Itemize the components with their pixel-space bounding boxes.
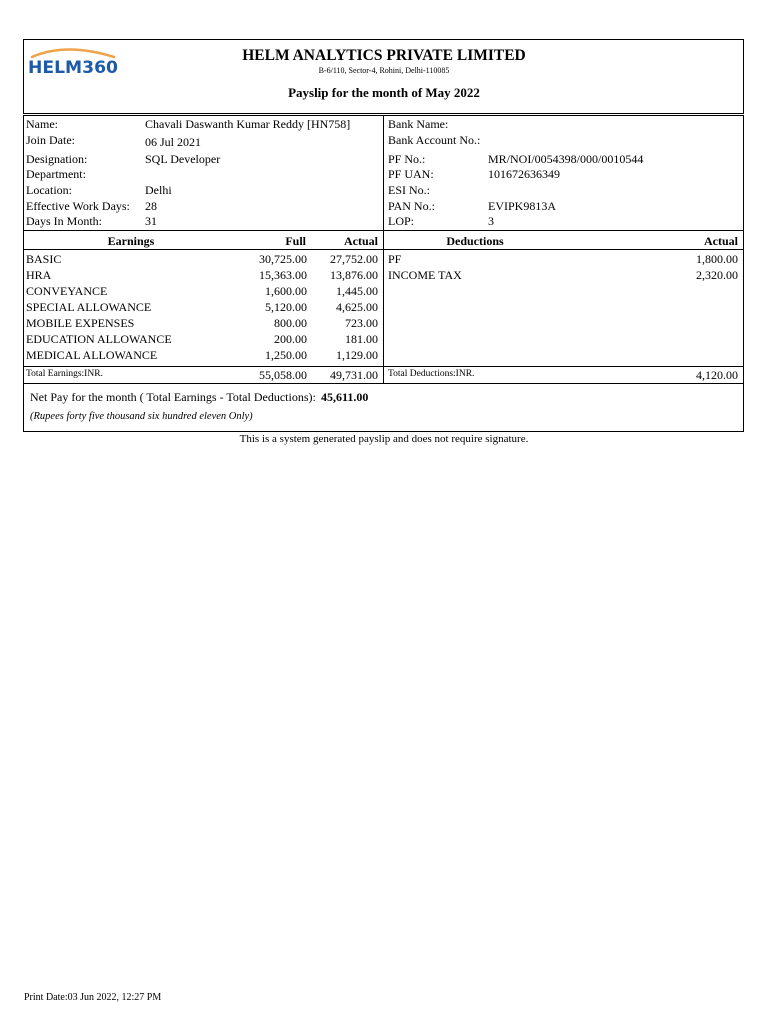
earning-full: 800.00 — [274, 316, 307, 330]
table-header-divider — [23, 249, 744, 250]
print-date: Print Date:03 Jun 2022, 12:27 PM — [24, 992, 162, 1003]
designation: SQL Developer — [145, 152, 221, 166]
earning-actual: 13,876.00 — [330, 268, 378, 282]
lop-label: LOP: — [388, 214, 415, 228]
designation-label: Designation: — [26, 152, 88, 166]
earning-full: 30,725.00 — [259, 252, 307, 266]
earning-full: 5,120.00 — [265, 300, 307, 314]
system-generated-note: This is a system generated payslip and does not require signature. — [239, 433, 529, 445]
pf-no-label: PF No.: — [388, 152, 426, 166]
earning-full: 1,250.00 — [265, 348, 307, 362]
deductions-header: Deductions — [446, 234, 504, 248]
deduction-name: PF — [388, 252, 402, 266]
net-pay-label: Net Pay for the month ( Total Earnings - Total Deductions): — [30, 390, 316, 404]
netpay-divider — [23, 383, 744, 384]
earning-name: SPECIAL ALLOWANCE — [26, 300, 152, 314]
logo-text: HELM360 — [28, 58, 119, 76]
pf-no: MR/NOI/0054398/000/0010544 — [488, 152, 644, 166]
earning-actual: 1,445.00 — [336, 284, 378, 298]
work-days: 28 — [145, 199, 157, 213]
employee-name: Chavali Daswanth Kumar Reddy [HN758] — [145, 117, 351, 131]
earning-name: HRA — [26, 268, 52, 282]
earning-name: BASIC — [26, 252, 62, 266]
earning-actual: 723.00 — [345, 316, 378, 330]
company-name: HELM ANALYTICS PRIVATE LIMITED — [242, 47, 526, 64]
earnings-header: Earnings — [107, 234, 155, 248]
earning-actual: 181.00 — [345, 332, 378, 346]
earning-full: 15,363.00 — [259, 268, 307, 282]
department-label: Department: — [26, 167, 86, 181]
earning-name: MEDICAL ALLOWANCE — [26, 348, 158, 362]
esi-label: ESI No.: — [388, 183, 430, 197]
pan-no: EVIPK9813A — [488, 199, 556, 213]
days-in-month-label: Days In Month: — [26, 214, 102, 228]
pan-label: PAN No.: — [388, 199, 435, 213]
payslip-title: Payslip for the month of May 2022 — [288, 85, 480, 100]
bank-account-label: Bank Account No.: — [388, 133, 481, 147]
earning-actual: 27,752.00 — [330, 252, 378, 266]
days-in-month: 31 — [145, 214, 157, 228]
earnings-actual-header: Actual — [344, 234, 378, 248]
deduction-actual: 1,800.00 — [696, 252, 738, 266]
deduction-name: INCOME TAX — [388, 268, 462, 282]
location: Delhi — [145, 183, 172, 197]
location-label: Location: — [26, 183, 72, 197]
earning-actual: 4,625.00 — [336, 300, 378, 314]
earning-actual: 1,129.00 — [336, 348, 378, 362]
lop: 3 — [488, 214, 494, 228]
join-date-label: Join Date: — [26, 133, 75, 147]
earnings-full-header: Full — [285, 234, 306, 248]
earning-full: 1,600.00 — [265, 284, 307, 298]
work-days-label: Effective Work Days: — [26, 199, 130, 213]
earning-name: EDUCATION ALLOWANCE — [26, 332, 172, 346]
total-earnings-label: Total Earnings:INR. — [26, 369, 103, 379]
total-earnings-full: 55,058.00 — [259, 368, 307, 382]
pf-uan-label: PF UAN: — [388, 167, 434, 181]
earning-name: MOBILE EXPENSES — [26, 316, 135, 330]
net-pay-words: (Rupees forty five thousand six hundred eleven Only) — [30, 411, 253, 422]
total-deductions-actual: 4,120.00 — [696, 368, 738, 382]
company-address: B-6/110, Sector-4, Rohini, Delhi-110085 — [318, 66, 450, 75]
earning-name: CONVEYANCE — [26, 284, 108, 298]
deductions-actual-header: Actual — [704, 234, 738, 248]
net-pay-amount: 45,611.00 — [321, 390, 369, 404]
deduction-actual: 2,320.00 — [696, 268, 738, 282]
pf-uan: 101672636349 — [488, 167, 560, 181]
join-date: 06 Jul 2021 — [145, 135, 202, 149]
name-label: Name: — [26, 117, 58, 131]
total-earnings-actual: 49,731.00 — [330, 368, 378, 382]
details-divider — [23, 230, 744, 231]
earning-full: 200.00 — [274, 332, 307, 346]
bank-name-label: Bank Name: — [388, 117, 449, 131]
total-deductions-label: Total Deductions:INR. — [388, 369, 475, 379]
totals-divider — [23, 366, 744, 367]
